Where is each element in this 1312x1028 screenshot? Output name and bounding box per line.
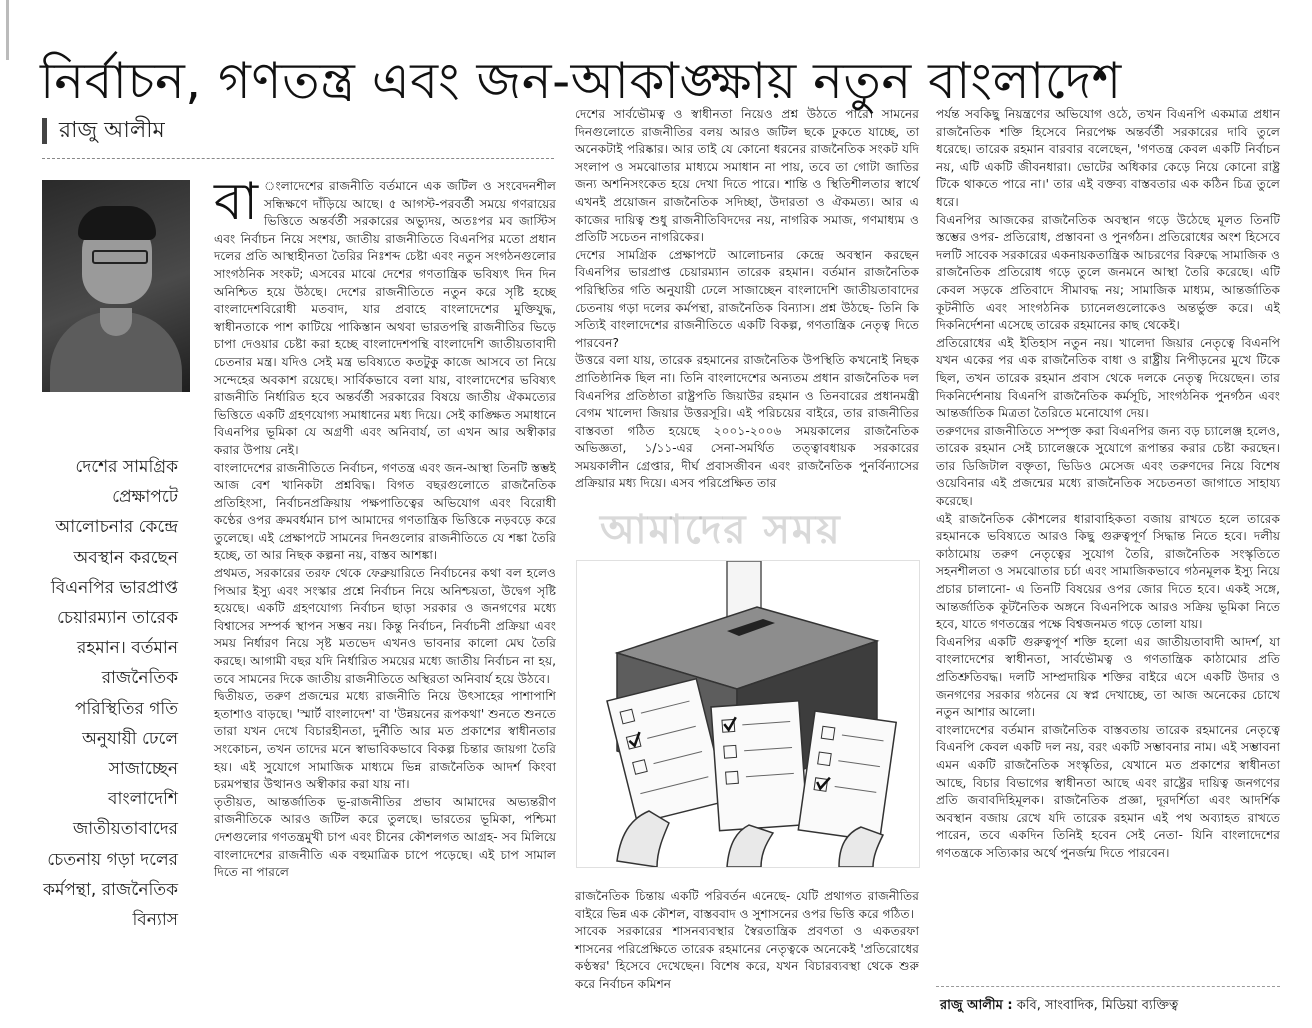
byline	[42, 116, 165, 146]
article-column-3	[936, 106, 1280, 863]
drop-cap: বা	[214, 172, 259, 232]
article-column-1	[214, 172, 556, 882]
paragraph: বিএনপির আজকের রাজনৈতিক অবস্থান গড়ে উঠেছে মূলত তিনটি স্তম্ভের ওপর- প্রতিরোধ, প্রস্তাবনা ও পুনর্গঠন। প্রতিরোধের অংশ হিসেবে দলটি সাবেক সরকারের একনায়কতান্ত্রিক আচরণের বিরুদ্ধে সামাজিক ও রাজনৈতিক প্রতিরোধ গড়ে তুলে জনমনে আস্থা তৈরি করেছে। এটি কেবল সড়কে প্রতিবাদে সীমাবদ্ধ নয়; সামাজিক মাধ্যম, আন্তর্জাতিক কূটনীতি এবং সাংগঠনিক চ্যানেলগুলোকেও অন্তর্ভুক্ত করে। এই দিকনির্দেশনা এসেছে তারেক রহমানের কাছ থেকেই।	[936, 212, 1280, 333]
signature-name: রাজু আলীম :	[940, 998, 1013, 1013]
photo-hair	[78, 206, 156, 240]
publication-watermark: আমাদের সময়	[600, 507, 842, 553]
paragraph: রাজনৈতিক চিন্তায় একটি পরিবর্তন এনেছে- যেটি প্রথাগত রাজনীতির বাইরে ভিন্ন এক কৌশল, বাস্তববাদ ও সুশাসনের ওপর ভিত্তি করে গঠিত।	[575, 889, 919, 921]
paragraph-text: ংলাদেশের রাজনীতি বর্তমানে এক জটিল ও সংবেদনশীল সন্ধিক্ষণে দাঁড়িয়ে আছে। ৫ আগস্ট-পরবর্তী সময়ে গণরায়ের ভিত্তিতে অন্তর্বর্তী সরকারের অভ্যুদয়, অতঃপর মব জাস্টিস এবং নির্বাচন নিয়ে সংশয়, জাতীয় রাজনীতিতে বিএনপির মতো প্রধান দলের প্রতি আস্থাহীনতা তৈরির নিঃশব্দ চেষ্টা এবং নতুন সংগঠনগুলোর সাংগঠনিক সংকট; এসবের মাঝে দেশের গণতান্ত্রিক ভবিষ্যৎ দিন দিন অনিশ্চিত হয়ে উঠছে। দেশের রাজনীতিতে নতুন করে সৃষ্টি হচ্ছে বাংলাদেশবিরোধী মতবাদ, যার প্রবাহে বাংলাদেশের মুক্তিযুদ্ধ, স্বাধীনতাকে পাশ কাটিয়ে পাকিস্তান অথবা ভারতপন্থি রাজনীতির ভিড়ে চাপা দেওয়ার চেষ্টা করা হচ্ছে বাংলাদেশপন্থি বাংলাদেশি জাতীয়তাবাদী চেতনার মন্ত্র। যদিও সেই মন্ত্র ভবিষ্যতে কতটুকু কাজে আসবে তা নিয়ে সন্দেহের অবকাশ রয়েছে। সার্বিকভাবে বলা যায়, বাংলাদেশের ভবিষ্যৎ রাজনীতি নির্ধারিত হবে অন্তর্বর্তী সরকারের বিষয়ে জাতীয় ঐকমত্যের ভিত্তিতে একটি গ্রহণযোগ্য সমাধানের মধ্য দিয়ে। সেই কাঙ্ক্ষিত সমাধানে বিএনপির ভূমিকা যে অগ্রণী এবং অনিবার্য, তা এখন আর অস্বীকার করার উপায় নেই।	[214, 179, 556, 457]
author-name: রাজু আলীম	[59, 117, 165, 143]
author-signature	[940, 996, 1178, 1017]
author-photo	[42, 180, 190, 392]
pull-quote: দেশের সামগ্রিক প্রেক্ষাপটে আলোচনার কেন্দ্রে অবস্থান করছেন বিএনপির ভারপ্রাপ্ত চেয়ারম্যান তারেক রহমান। বর্তমান রাজনৈতিক পরিস্থিতির গতি অনুযায়ী ঢেলে সাজাচ্ছেন বাংলাদেশি জাতীয়তাবাদের চেতনায় গড়া দলের কর্মপন্থা, রাজনৈতিক বিন্যাস	[43, 457, 178, 931]
headline: নির্বাচন, গণতন্ত্র এবং জন-আকাঙ্ক্ষায় নতুন বাংলাদেশ	[40, 51, 1122, 110]
paragraph: বাংলাদেশের রাজনীতিতে নির্বাচন, গণতন্ত্র এবং জন-আস্থা তিনটি স্তম্ভই আজ বেশ খানিকটা প্রশ্নবিদ্ধ। বিগত বছরগুলোতে রাজনৈতিক প্রতিহিংসা, নির্বাচনপ্রক্রিয়ায় পক্ষপাতিত্বের অভিযোগ এবং বিরোধী কণ্ঠের ওপর ক্রমবর্ধমান চাপ আমাদের গণতান্ত্রিক ভিত্তিকে নড়বড়ে করে তুলেছে। এই প্রেক্ষাপটে সামনের দিনগুলোর রাজনীতিতে যে শঙ্কা তৈরি হচ্ছে, তা আর নিছক কল্পনা নয়, বাস্তব আশঙ্কা।	[214, 460, 556, 563]
paragraph: পর্যন্ত সবকিছু নিয়ন্ত্রণের অভিযোগ ওঠে, তখন বিএনপি একমাত্র প্রধান রাজনৈতিক শক্তি হিসেবে নিরপেক্ষ অন্তর্বর্তী সরকারের দাবি তুলে ধরেছে। তারেক রহমান বারবার বলেছেন, 'গণতন্ত্র কেবল একটি নির্বাচন নয়, এটি একটি জীবনধারা। ভোটের অধিকার কেড়ে নিয়ে কোনো রাষ্ট্র টিকে থাকতে পারে না।' তার এই বক্তব্য বাস্তবতার এক কঠিন চিত্র তুলে ধরে।	[936, 107, 1280, 209]
ballot-box-illustration	[576, 560, 920, 868]
ballot-box-svg	[577, 561, 919, 867]
paragraph: তরুণদের রাজনীতিতে সম্পৃক্ত করা বিএনপির জন্য বড় চ্যালেঞ্জ হলেও, তারেক রহমান সেই চ্যালেঞ্জকে সুযোগে রূপান্তর করার চেষ্টা করছেন। তার ডিজিটাল বক্তৃতা, ভিডিও মেসেজ এবং তরুণদের নিয়ে বিশেষ ওয়েবিনার এই প্রজন্মের মধ্যে রাজনৈতিক সচেতনতা জাগাতে সাহায্য করেছে।	[936, 423, 1280, 509]
paragraph: বাংলাদেশের বর্তমান রাজনৈতিক বাস্তবতায় তারেক রহমানের নেতৃত্বে বিএনপি কেবল একটি দল নয়, বরং একটি সম্ভাবনার নাম। এই সম্ভাবনা এমন একটি রাজনৈতিক সংস্কৃতির, যেখানে মত প্রকাশের স্বাধীনতা আছে, বিচার বিভাগের স্বাধীনতা আছে এবং রাষ্ট্রের দায়িত্ব জনগণের প্রতি জবাবদিহিমূলক। রাজনৈতিক প্রজ্ঞা, দূরদর্শিতা এবং আদর্শিক অবস্থান বজায় রেখে যদি তারেক রহমান এই পথ অব্যাহত রাখতে পারেন, তবে একদিন তিনিই হবেন সেই নেতা- যিনি বাংলাদেশের গণতন্ত্রকে সত্যিকার অর্থে পুনর্জন্ম দিতে পারবেন।	[936, 722, 1280, 860]
paragraph: দ্বিতীয়ত, তরুণ প্রজন্মের মধ্যে রাজনীতি নিয়ে উৎসাহের পাশাপাশি হতাশাও বাড়ছে। 'স্মার্ট বাংলাদেশ' বা 'উন্নয়নের রূপকথা' শুনতে শুনতে তারা যখন দেখে বিচারহীনতা, দুর্নীতি আর মত প্রকাশের স্বাধীনতার সংকোচন, তখন তাদের মনে স্বাভাবিকভাবে বিকল্প চিন্তার জায়গা তৈরি হয়। এই সুযোগে সামাজিক মাধ্যমে ভিন্ন রাজনৈতিক আদর্শ কিংবা চরমপন্থার উত্থানও অস্বীকার করা যায় না।	[214, 689, 556, 792]
paragraph: বিএনপির একটি গুরুত্বপূর্ণ শক্তি হলো এর জাতীয়তাবাদী আদর্শ, যা বাংলাদেশের স্বাধীনতা, সার্বভৌমত্ব ও গণতান্ত্রিক কাঠামোর প্রতি প্রতিশ্রুতিবদ্ধ। দলটি সাম্প্রদায়িক শক্তির বাইরে এসে একটি উদার ও জনগণের সরকার গঠনের যে স্বপ্ন দেখাচ্ছে, তা আজ অনেকের চোখে নতুন আশার আলো।	[936, 634, 1280, 720]
paragraph: প্রতিরোধের এই ইতিহাস নতুন নয়। খালেদা জিয়ার নেতৃত্বে বিএনপি যখন একের পর এক রাজনৈতিক বাধা ও রাষ্ট্রীয় নিপীড়নের মুখে টিকে ছিল, তখন তারেক রহমান প্রবাস থেকে দলকে নেতৃত্ব দিয়েছেন। তার দিকনির্দেশনায় বিএনপি রাজনৈতিক কর্মসূচি, সাংগঠনিক পুনর্গঠন এবং আন্তর্জাতিক মিত্রতা তৈরিতে মনোযোগ দেয়।	[936, 335, 1280, 421]
signature-divider	[936, 986, 1280, 987]
page-edge-rule	[6, 0, 9, 60]
paragraph: এই রাজনৈতিক কৌশলের ধারাবাহিকতা বজায় রাখতে হলে তারেক রহমানকে ভবিষ্যতে আরও কিছু গুরুত্বপূর্ণ সিদ্ধান্ত নিতে হবে। দলীয় কাঠামোয় তরুণ নেতৃত্বের সুযোগ তৈরি, রাজনৈতিক সংস্কৃতিতে সহনশীলতা ও সমঝোতার চর্চা এবং সামাজিকভাবে গঠনমূলক ইস্যু নিয়ে প্রচার চালানো- এ তিনটি বিষয়ের ওপর জোর দিতে হবে। একই সঙ্গে, আন্তর্জাতিক কূটনৈতিক অঙ্গনে বিএনপিকে আরও সক্রিয় ভূমিকা নিতে হবে, যাতে গণতন্ত্রের পক্ষে বিশ্বজনমত গড়ে তোলা যায়।	[936, 511, 1280, 632]
paragraph: সাবেক সরকারের শাসনব্যবস্থার স্বৈরতান্ত্রিক প্রবণতা ও একতরফা শাসনের পরিপ্রেক্ষিতে তারেক রহমানের নেতৃত্বকে অনেকেই 'প্রতিরোধের কণ্ঠস্বর' হিসেবে দেখেছেন। বিশেষ করে, যখন বিচারব্যবস্থা থেকে শুরু করে নির্বাচন কমিশন	[575, 924, 919, 991]
paragraph: প্রথমত, সরকারের তরফ থেকে ফেব্রুয়ারিতে নির্বাচনের কথা বল হলেও পিআর ইস্যু এবং সংস্কার প্রশ্নে নির্বাচন নিয়ে অনিশ্চয়তা, উদ্বেগ সৃষ্টি হয়েছে। একটি গ্রহণযোগ্য নির্বাচন ছাড়া সরকার ও জনগণের মধ্যে বিশ্বাসের সম্পর্ক স্থাপন সম্ভব নয়। কিন্তু নির্বাচন, নির্বাচনী প্রক্রিয়া এবং সময় নির্ধারণ নিয়ে সৃষ্ট মতভেদ এখনও ভাবনার কালো মেঘ তৈরি করছে। আগামী বছর যদি নির্ধারিত সময়ের মধ্যে জাতীয় নির্বাচন না হয়, তবে সামনের দিকে জাতীয় রাজনীতিতে অস্থিরতা অনিবার্য হয়ে উঠবে।	[214, 566, 556, 686]
byline-bar	[42, 118, 47, 144]
paragraph: দেশের সামগ্রিক প্রেক্ষাপটে আলোচনার কেন্দ্রে অবস্থান করছেন বিএনপির ভারপ্রাপ্ত চেয়ারম্যান তারেক রহমান। বর্তমান রাজনৈতিক পরিস্থিতির গতি অনুযায়ী ঢেলে সাজাচ্ছেন বাংলাদেশি জাতীয়তাবাদের চেতনায় গড়া দলের কর্মপন্থা, রাজনৈতিক বিন্যাস। প্রশ্ন উঠছে- তিনি কি সত্যিই বাংলাদেশের রাজনীতিতে একটি বিকল্প, গণতান্ত্রিক নেতৃত্ব দিতে পারবেন?	[575, 247, 919, 350]
paragraph: উত্তরে বলা যায়, তারেক রহমানের রাজনৈতিক উপস্থিতি কখনোই নিছক প্রাতিষ্ঠানিক ছিল না। তিনি বাংলাদেশের অন্যতম প্রধান রাজনৈতিক দল বিএনপির প্রতিষ্ঠাতা রাষ্ট্রপতি জিয়াউর রহমান ও তিনবারের প্রধানমন্ত্রী বেগম খালেদা জিয়ার উত্তরসূরি। এই পরিচয়ের বাইরে, তার রাজনীতির বাস্তবতা গঠিত হয়েছে ২০০১-২০০৬ সময়কালের রাজনৈতিক অভিজ্ঞতা, ১/১১-এর সেনা-সমর্থিত তত্ত্বাবধায়ক সরকারের সময়কালীন গ্রেপ্তার, দীর্ঘ প্রবাসজীবন এবং রাজনৈতিক পুনর্বিন্যাসের প্রক্রিয়ার মধ্য দিয়ে। এসব পরিপ্রেক্ষিত তার	[575, 353, 919, 491]
photo-glasses	[92, 250, 148, 264]
paragraph	[214, 172, 556, 460]
byline-divider	[42, 158, 554, 159]
paragraph: দেশের সার্বভৌমত্ব ও স্বাধীনতা নিয়েও প্রশ্ন উঠতে পারে। সামনের দিনগুলোতে রাজনীতির বলয় আরও জটিল ছকে ঢুকতে যাচ্ছে, তা অনেকটাই পরিষ্কার। আর তাই যে কোনো ধরনের রাজনৈতিক সংকট যদি সংলাপ ও সমঝোতার মাধ্যমে সমাধান না পায়, তবে তা গোটা জাতির জন্য অশনিসংকেত হয়ে দেখা দিতে পারে। শান্তি ও স্থিতিশীলতার স্বার্থে এখনই প্রয়োজন রাজনৈতিক সদিচ্ছা, উদারতা ও ঐকমত্য। আর এ কাজের দায়িত্ব শুধু রাজনীতিবিদদের নয়, নাগরিক সমাজ, গণমাধ্যম ও প্রতিটি সচেতন নাগরিকের।	[575, 107, 919, 245]
article-column-2-continued	[575, 888, 919, 994]
article-column-2	[575, 106, 919, 493]
signature-description: কবি, সাংবাদিক, মিডিয়া ব্যক্তিত্ব	[1016, 998, 1179, 1013]
paragraph: তৃতীয়ত, আন্তর্জাতিক ভূ-রাজনীতির প্রভাব আমাদের অভ্যন্তরীণ রাজনীতিকে আরও জটিল করে তুলছে। ভারতের ভূমিকা, পশ্চিমা দেশগুলোর গণতন্ত্রমুখী চাপ এবং চীনের কৌশলগত আগ্রহ- সব মিলিয়ে বাংলাদেশের রাজনীতি এক বহুমাত্রিক চাপে পড়েছে। এই চাপ সামাল দিতে না পারলে	[214, 794, 556, 880]
